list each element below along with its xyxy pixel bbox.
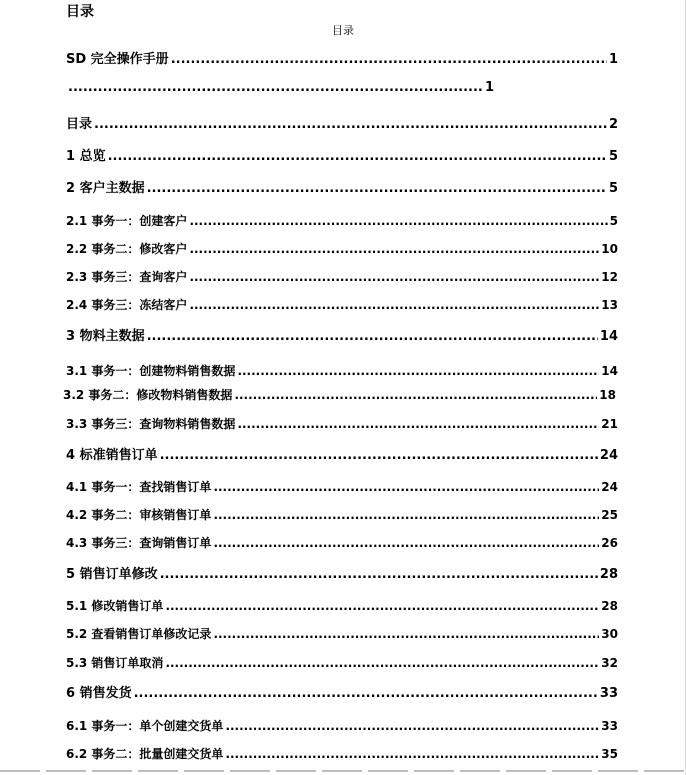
toc-entry-manual-title[interactable] [66, 52, 618, 68]
toc-leader-dots [213, 626, 599, 642]
toc-leader-dots [165, 598, 599, 614]
toc-entry-page: 30 [601, 627, 618, 641]
toc-entry-6[interactable] [66, 686, 618, 702]
toc-leader-dots [147, 181, 607, 197]
toc-entry-title: 1 总览 [66, 149, 106, 164]
toc-entry-page: 28 [599, 567, 618, 582]
toc-entry-3-2[interactable] [63, 387, 616, 403]
toc-entry-3-3[interactable] [66, 416, 618, 432]
toc-entry-title: 2.4 事务三：冻结客户 [66, 298, 188, 312]
toc-entry-title: 4 标准销售订单 [66, 448, 158, 463]
page-bottom-divider [0, 770, 686, 772]
toc-entry-page: 26 [601, 536, 618, 550]
toc-leader-dots [225, 718, 599, 734]
toc-leader-dots [234, 387, 597, 403]
toc-entry-page: 33 [601, 719, 618, 733]
toc-entry-page: 33 [599, 686, 618, 701]
toc-entry-6-1[interactable] [66, 718, 618, 734]
toc-entry-contents[interactable] [66, 117, 618, 133]
toc-entry-2[interactable] [66, 181, 618, 197]
toc-entry-page: 14 [601, 364, 618, 378]
toc-entry-page: 1 [484, 80, 494, 95]
toc-entry-page: 18 [599, 388, 616, 402]
toc-leader-dots [189, 241, 599, 257]
toc-entry-6-2[interactable] [66, 746, 618, 762]
toc-entry-title: 5.1 修改销售订单 [66, 599, 164, 613]
page-heading: 目录 [66, 4, 94, 20]
toc-entry-2-2[interactable] [66, 241, 618, 257]
toc-leader-dots [237, 416, 599, 432]
toc-entry-page: 13 [601, 298, 618, 312]
toc-leader-dots [189, 213, 607, 229]
toc-entry-title: 6 销售发货 [66, 686, 132, 701]
toc-entry-title: 6.2 事务二：批量创建交货单 [66, 747, 224, 761]
toc-leader-dots [213, 479, 599, 495]
toc-entry-title: 2.2 事务二：修改客户 [66, 242, 188, 256]
toc-entry-page: 10 [601, 242, 618, 256]
toc-entry-3[interactable] [66, 329, 618, 345]
toc-leader-dots [225, 746, 599, 762]
toc-caption: 目录 [332, 24, 354, 37]
toc-entry-3-1[interactable] [66, 363, 618, 379]
toc-leader-dots [68, 80, 483, 96]
toc-leader-dots [134, 686, 598, 702]
toc-leader-dots [189, 269, 599, 285]
toc-entry-page: 25 [601, 508, 618, 522]
toc-leader-dots [94, 117, 607, 133]
toc-entry-title: 5.3 销售订单取消 [66, 656, 164, 670]
toc-entry-2-3[interactable] [66, 269, 618, 285]
toc-entry-1[interactable] [66, 149, 618, 165]
toc-entry-5[interactable] [66, 567, 618, 583]
toc-leader-dots [237, 363, 599, 379]
toc-entry-page: 24 [601, 480, 618, 494]
toc-entry-title: 4.2 事务二：审核销售订单 [66, 508, 212, 522]
toc-entry-5-1[interactable] [66, 598, 618, 614]
toc-entry-title: 3 物料主数据 [66, 329, 145, 344]
toc-entry-page: 24 [599, 448, 618, 463]
toc-leader-dots [108, 149, 607, 165]
toc-entry-4-3[interactable] [66, 535, 618, 551]
toc-entry-2-4[interactable] [66, 297, 618, 313]
toc-entry-title: 4.3 事务三：查询销售订单 [66, 536, 212, 550]
toc-entry-5-2[interactable] [66, 626, 618, 642]
toc-entry-page: 5 [608, 149, 618, 164]
toc-entry-title: 5.2 查看销售订单修改记录 [66, 627, 212, 641]
toc-leader-dots [189, 297, 599, 313]
toc-entry-page: 14 [599, 329, 618, 344]
toc-entry-page: 5 [609, 214, 618, 228]
toc-entry-page: 35 [601, 747, 618, 761]
toc-entry-page: 1 [608, 52, 618, 67]
toc-entry-blank[interactable] [66, 80, 494, 96]
toc-entry-title: SD 完全操作手册 [66, 52, 169, 67]
toc-entry-title: 3.3 事务三：查询物料销售数据 [66, 417, 236, 431]
toc-entry-4-1[interactable] [66, 479, 618, 495]
toc-entry-title: 3.2 事务二：修改物料销售数据 [63, 388, 233, 402]
toc-entry-page: 5 [608, 181, 618, 196]
toc-entry-4[interactable] [66, 448, 618, 464]
toc-leader-dots [213, 507, 599, 523]
toc-entry-page: 32 [601, 656, 618, 670]
toc-entry-title: 目录 [66, 117, 93, 132]
toc-entry-page: 21 [601, 417, 618, 431]
toc-entry-title: 3.1 事务一：创建物料销售数据 [66, 364, 236, 378]
toc-entry-5-3[interactable] [66, 655, 618, 671]
toc-leader-dots [165, 655, 599, 671]
toc-leader-dots [160, 448, 598, 464]
toc-entry-title: 2 客户主数据 [66, 181, 145, 196]
toc-entry-page: 28 [601, 599, 618, 613]
toc-entry-title: 2.3 事务三：查询客户 [66, 270, 188, 284]
toc-entry-2-1[interactable] [66, 213, 618, 229]
toc-leader-dots [147, 329, 598, 345]
toc-leader-dots [171, 52, 607, 68]
toc-entry-title: 2.1 事务一：创建客户 [66, 214, 188, 228]
toc-entry-title: 5 销售订单修改 [66, 567, 158, 582]
toc-entry-page: 2 [608, 117, 618, 132]
toc-leader-dots [213, 535, 599, 551]
toc-leader-dots [160, 567, 598, 583]
toc-entry-page: 12 [601, 270, 618, 284]
toc-entry-title: 4.1 事务一：查找销售订单 [66, 480, 212, 494]
toc-entry-4-2[interactable] [66, 507, 618, 523]
toc-entry-title: 6.1 事务一：单个创建交货单 [66, 719, 224, 733]
